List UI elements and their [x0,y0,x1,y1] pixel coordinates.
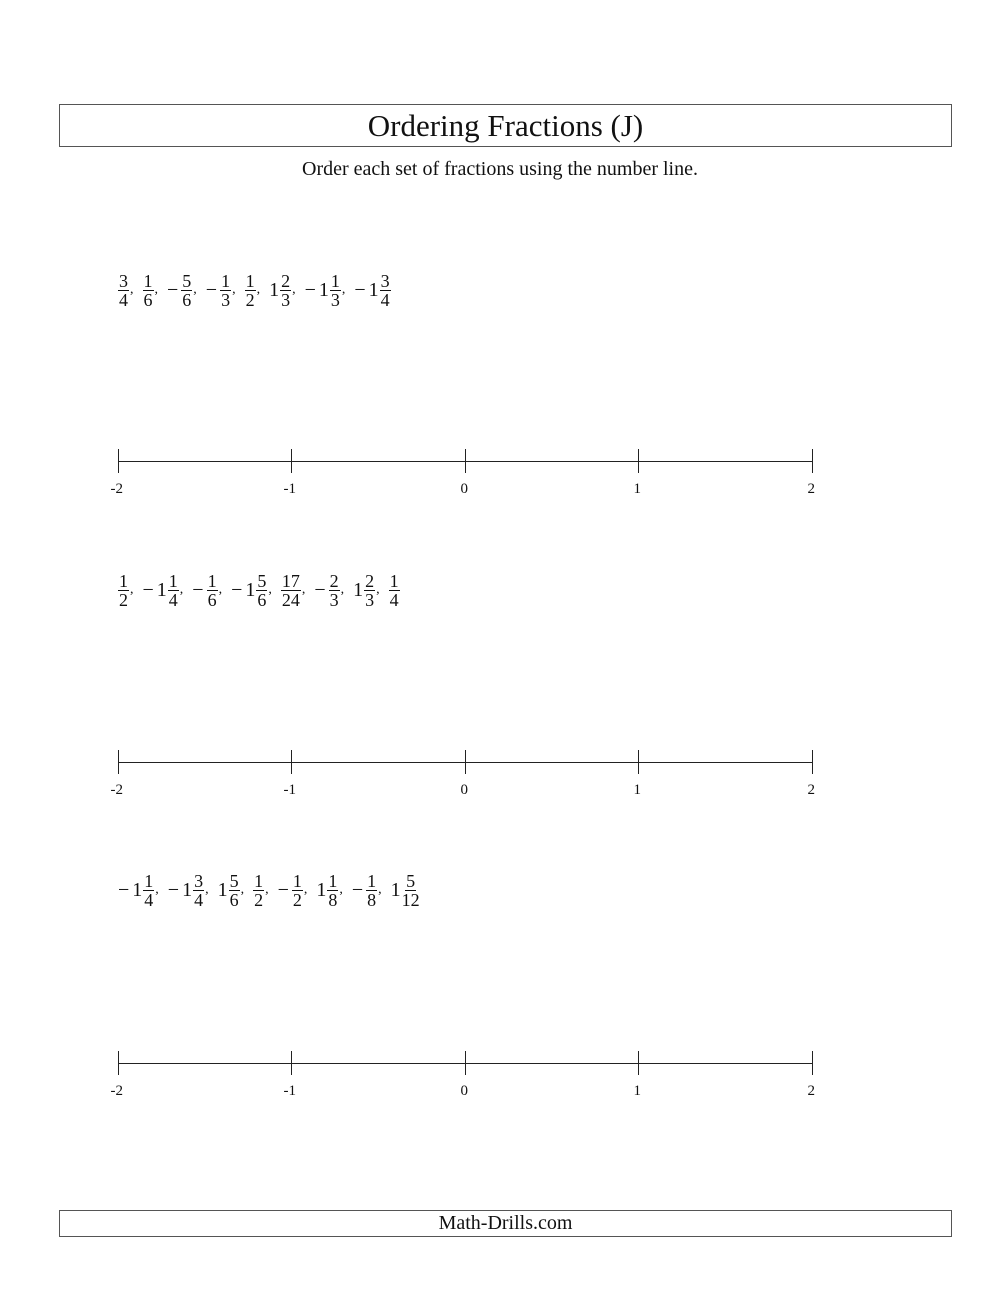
fraction-numerator: 2 [281,270,291,291]
fraction-stack [229,872,240,909]
fraction-numerator: 1 [292,870,302,891]
fraction [353,572,380,609]
fraction [118,872,159,909]
number-line [0,1051,1000,1111]
comma: , [376,582,380,597]
fraction-stack [220,272,231,309]
fraction [278,872,308,909]
fraction-stack [402,872,420,909]
fraction-numerator: 1 [367,870,377,891]
fraction-sign: − [304,278,316,301]
fraction-numerator: 1 [330,270,340,291]
fraction [245,272,261,309]
instructions: Order each set of fractions using the number line. [302,158,698,180]
comma: , [339,882,343,897]
fraction-sign: − [167,878,180,901]
fraction-numerator: 3 [119,270,128,291]
fraction-numerator: 1 [245,270,255,291]
number-line-tick [465,449,466,473]
fraction-stack [380,272,391,309]
number-line-label: 2 [807,782,815,798]
fraction [167,272,197,309]
comma: , [154,282,158,297]
fraction-denominator: 4 [389,589,399,610]
comma: , [240,882,245,897]
comma: , [303,882,308,897]
comma: , [193,282,197,297]
number-line-label: -2 [110,1083,123,1099]
fraction-sign: − [277,878,289,901]
number-line-tick [118,750,119,774]
fraction-numerator: 1 [254,870,264,891]
comma: , [218,582,223,597]
fraction-stack [366,872,377,909]
fraction-stack [389,572,400,609]
fraction-whole: 1 [156,578,167,601]
fraction [118,272,134,309]
number-line-label: -2 [110,481,123,497]
fraction-denominator: 24 [281,589,300,610]
number-line-label: 2 [807,1083,815,1099]
fraction [231,572,272,609]
fraction-numerator: 2 [365,570,375,591]
fraction-stack [327,872,338,909]
fraction [281,572,306,609]
number-line-tick [118,1051,119,1075]
fraction-stack [329,572,340,609]
fraction-denominator: 3 [281,289,291,310]
fraction-stack [280,272,291,309]
fraction-denominator: 6 [182,289,192,310]
comma: , [256,282,261,297]
footer: Math-Drills.com [59,1210,952,1237]
fraction-whole: 1 [318,278,329,301]
fraction-numerator: 5 [257,570,267,591]
number-line-label: 2 [807,481,815,497]
fraction-whole: 1 [390,878,401,901]
comma: , [341,282,346,297]
comma: , [130,582,134,597]
fraction [218,872,245,909]
fraction-stack [118,572,129,609]
fraction-stack [330,272,341,309]
number-line-tick [638,449,639,473]
number-line-tick [291,449,292,473]
fraction-numerator: 1 [221,270,231,291]
number-line [0,750,1000,810]
fraction-numerator: 1 [119,570,128,591]
fraction-denominator: 6 [257,589,267,610]
fraction-stack [168,572,179,609]
fraction-set [118,265,400,315]
fraction [389,572,400,609]
fraction-numerator: 1 [168,570,178,591]
number-line-label: -1 [283,782,296,798]
comma: , [378,882,382,897]
fraction-whole: 1 [316,878,327,901]
fraction-stack [292,872,303,909]
fraction [305,272,346,309]
fraction-denominator: 4 [119,289,128,310]
fraction-numerator: 5 [229,870,239,891]
number-line-label: -1 [283,1083,296,1099]
fraction-numerator: 5 [182,270,192,291]
fraction-sign: − [118,878,130,901]
comma: , [301,582,306,597]
number-line-tick [291,750,292,774]
fraction-stack [181,272,192,309]
fraction-denominator: 6 [207,589,217,610]
comma: , [232,282,236,297]
fraction-sign: − [192,578,204,601]
fraction [143,272,159,309]
fraction-stack [245,272,256,309]
fraction-set [118,865,429,915]
number-line-label: 1 [633,1083,641,1099]
number-line-tick [638,1051,639,1075]
fraction-denominator: 6 [143,289,153,310]
comma: , [292,282,296,297]
fraction-denominator: 3 [329,589,339,610]
comma: , [130,282,134,297]
fraction-whole: 1 [132,878,143,901]
fraction-denominator: 4 [380,289,390,310]
fraction [253,872,269,909]
fraction-whole: 1 [182,878,193,901]
fraction-denominator: 3 [221,289,231,310]
fraction-sign: − [351,878,364,901]
number-line [0,449,1000,509]
fraction-denominator: 2 [119,589,128,610]
comma: , [268,582,272,597]
fraction-numerator: 1 [389,570,399,591]
fraction [269,272,296,309]
fraction-stack [253,872,264,909]
fraction-sign: − [354,278,366,301]
number-line-tick [291,1051,292,1075]
fraction-denominator: 6 [229,889,239,910]
number-line-label: 0 [460,481,468,497]
number-line-tick [638,750,639,774]
fraction-whole: 1 [245,578,256,601]
number-line-tick [812,1051,813,1075]
number-line-label: 0 [460,782,468,798]
fraction [316,872,343,909]
number-line-tick [118,449,119,473]
worksheet-title: Ordering Fractions (J) [59,104,952,147]
fraction-numerator: 1 [328,870,338,891]
fraction-denominator: 4 [144,889,154,910]
fraction-whole: 1 [368,278,379,301]
fraction [354,272,390,309]
number-line-label: -2 [110,782,123,798]
number-line-tick [812,449,813,473]
comma: , [340,582,345,597]
fraction-sign: − [205,278,218,301]
fraction-stack [143,272,154,309]
fraction-denominator: 3 [330,289,340,310]
fraction-denominator: 4 [194,889,204,910]
fraction [352,872,382,909]
number-line-tick [812,750,813,774]
fraction-whole: 1 [269,278,280,301]
fraction-sign: − [231,578,243,601]
fraction-denominator: 8 [328,889,338,910]
number-line-label: -1 [283,481,296,497]
fraction-denominator: 4 [168,589,178,610]
fraction-stack [143,872,154,909]
fraction-denominator: 2 [245,289,255,310]
fraction-whole: 1 [217,878,228,901]
comma: , [265,882,269,897]
fraction-denominator: 12 [401,889,420,910]
fraction-numerator: 2 [329,570,339,591]
fraction-numerator: 1 [144,870,154,891]
fraction [192,572,222,609]
fraction-numerator: 3 [380,270,390,291]
fraction-sign: − [167,278,179,301]
fraction [391,872,420,909]
number-line-tick [465,1051,466,1075]
fraction-sign: − [314,578,326,601]
fraction-denominator: 2 [254,889,264,910]
fraction-stack [281,572,301,609]
number-line-label: 0 [460,1083,468,1099]
fraction [118,572,134,609]
fraction-stack [364,572,375,609]
number-line-tick [465,750,466,774]
fraction-denominator: 2 [292,889,302,910]
fraction-stack [118,272,129,309]
fraction-stack [193,872,204,909]
comma: , [179,582,184,597]
fraction [168,872,209,909]
fraction-stack [207,572,218,609]
fraction-stack [256,572,267,609]
comma: , [205,882,209,897]
fraction [143,572,184,609]
fraction-numerator: 3 [194,870,204,891]
fraction [206,272,236,309]
fraction-whole: 1 [353,578,364,601]
fraction-numerator: 1 [143,270,153,291]
fraction-denominator: 3 [365,589,375,610]
fraction-set [118,565,409,615]
fraction-numerator: 5 [406,870,416,891]
fraction-numerator: 1 [207,570,217,591]
fraction-numerator: 17 [281,570,300,591]
comma: , [155,882,159,897]
fraction [314,572,344,609]
fraction-denominator: 8 [367,889,377,910]
number-line-label: 1 [633,481,641,497]
number-line-label: 1 [633,782,641,798]
fraction-sign: − [142,578,154,601]
